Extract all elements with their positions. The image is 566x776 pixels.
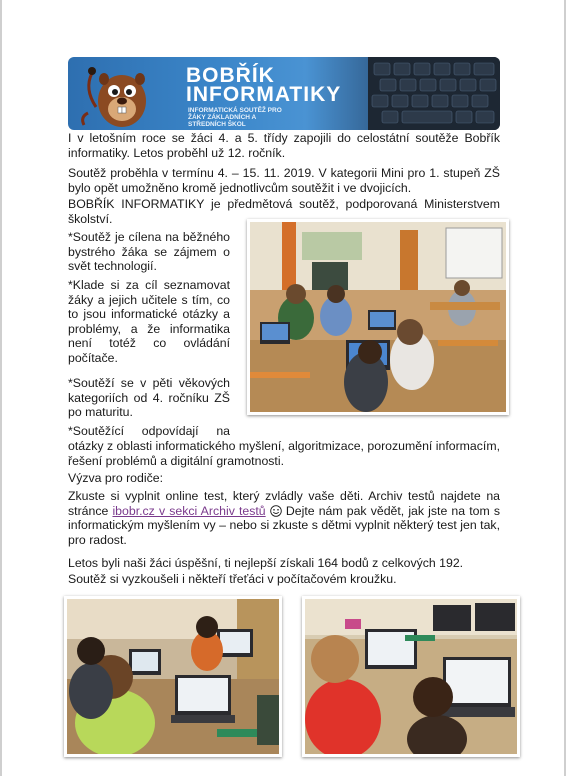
- third-graders-paragraph: Soutěž si vyzkoušeli i někteří třeťáci v počítačovém kroužku.: [68, 572, 397, 586]
- results-paragraph: Letos byli naši žáci úspěšní, ti nejlepší získali 164 bodů z celkových 192.: [68, 556, 464, 570]
- children-photo-right: [305, 599, 517, 754]
- banner-subtitle: INFORMATICKÁ SOUTĚŽ PRO ŽÁKY ZÁKLADNÍCH A STŘEDNÍCH ŠKOL: [188, 107, 282, 128]
- banner-title: [186, 66, 341, 104]
- bullet-categories: *Soutěží se v pěti věkových kategoriích od 4. ročníku ZŠ po maturitu.: [68, 376, 230, 420]
- bullet-answers-rest: otázky z oblasti informatického myšlení, algoritmizace, porozumění informacím, řešení problémů a digitální gramotnosti.: [68, 439, 500, 468]
- children-photo-left: [67, 599, 279, 754]
- classroom-photo-frame: [247, 219, 509, 415]
- parents-paragraph: [68, 489, 500, 547]
- date-paragraph: Soutěž proběhla v termínu 4. – 15. 11. 2019. V kategorii Mini pro 1. stupeň ZŠ bylo opět umožněno kromě jednotlivcům soutěžit i ve dvojicích.: [68, 166, 500, 195]
- bullet-target: *Soutěž je cílena na běžného bystrého žáka se zájmem o svět technologií.: [68, 230, 230, 274]
- page-edge-left: [0, 0, 2, 776]
- parents-text-end: Dejte nám pak vědět, jak jste na tom s informatickým myšlením vy – nebo si zkuste s dětmi vyplnit některý test jen tak, pro radost.: [68, 503, 500, 547]
- archiv-testu-link[interactable]: ibobr.cz v sekci Archiv testů: [112, 503, 266, 518]
- banner-title-line1: BOBŘÍK: [186, 64, 275, 87]
- keyboard-icon: [368, 57, 500, 130]
- children-photo-right-frame: [302, 596, 520, 757]
- bullet-answers-start: *Soutěžící odpovídají na: [68, 424, 230, 438]
- intro-paragraph: I v letošním roce se žáci 4. a 5. třídy zapojili do celostátní soutěže Bobřík informatiky. Letos proběhl už 12. ročník.: [68, 131, 500, 160]
- bobrik-banner: [68, 57, 500, 130]
- beaver-mascot-icon: [74, 59, 164, 129]
- ministry-paragraph: BOBŘÍK INFORMATIKY je předmětová soutěž, podporovaná Ministerstvem školství.: [68, 197, 500, 226]
- banner-title-line2: INFORMATIKY: [186, 83, 342, 106]
- smiley-icon: [270, 505, 282, 517]
- parents-heading: Výzva pro rodiče:: [68, 471, 164, 485]
- children-photo-left-frame: [64, 596, 282, 757]
- parents-text-start: Zkuste si vyplnit online test, který zvládly vaše děti. Archiv testů najdete na stránce: [68, 489, 500, 518]
- bullet-goal: *Klade si za cíl seznamovat žáky a jejich učitele s tím, co to jsou informatické otázky a problémy, a že informatika není totéž co ovládání počítače.: [68, 278, 230, 365]
- classroom-photo: [250, 222, 506, 412]
